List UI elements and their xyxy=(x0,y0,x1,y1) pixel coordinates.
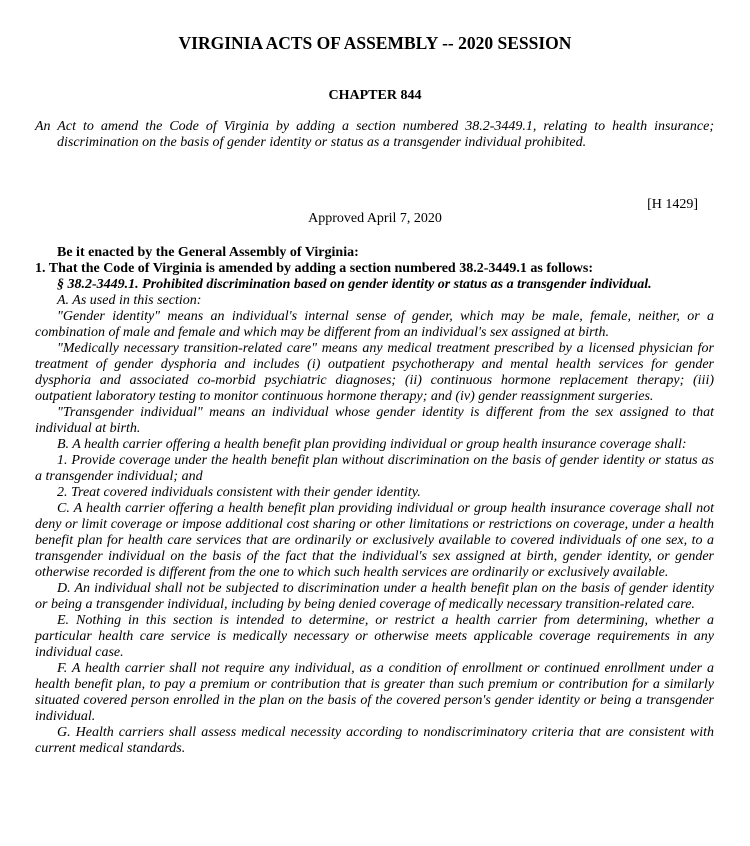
definition-transgender-individual: "Transgender individual" means an individual whose gender identity is different from the sex assigned to that individual at birth. xyxy=(35,405,714,436)
act-body xyxy=(35,245,714,757)
paragraph-d: D. An individual shall not be subjected to discrimination under a health benefit plan on the basis of gender identity or being a transgender individual, including by being denied coverage of medically necessary transition-related care. xyxy=(35,581,714,612)
chapter-number: CHAPTER 844 xyxy=(328,88,422,103)
paragraph-g: G. Health carriers shall assess medical necessity according to nondiscriminatory criteria that are consistent with current medical standards. xyxy=(35,725,714,756)
paragraph-e: E. Nothing in this section is intended to determine, or restrict a health carrier from determining, whether a particular health care service is medically necessary or otherwise meets applicable coverage requirements in any individual case. xyxy=(35,613,714,660)
bill-number: [H 1429] xyxy=(647,197,698,212)
act-purpose: An Act to amend the Code of Virginia by adding a section numbered 38.2-3449.1, relating to health insurance; discrimination on the basis of gender identity or status as a transgender individual prohibited. xyxy=(35,119,714,150)
amend-clause: 1. That the Code of Virginia is amended by adding a section numbered 38.2-3449.1 as follows: xyxy=(35,261,593,276)
paragraph-a-intro: A. As used in this section: xyxy=(57,293,202,308)
definition-gender-identity: "Gender identity" means an individual's internal sense of gender, which may be male, female, neither, or a combination of male and female and which may be different from an individual's sex assigned at birth. xyxy=(35,309,714,340)
paragraph-b-2: 2. Treat covered individuals consistent with their gender identity. xyxy=(57,485,421,500)
definition-transition-care: "Medically necessary transition-related care" means any medical treatment prescribed by a licensed physician for treatment of gender dysphoria and includes (i) outpatient psychotherapy and mental health services for gender dysphoria and associated co-morbid psychiatric diagnoses; (ii) continuous hormone replacement therapy; (iii) outpatient laboratory testing to monitor continuous hormone therapy; and (iv) gender reassignment surgeries. xyxy=(35,341,714,404)
section-heading: § 38.2-3449.1. Prohibited discrimination based on gender identity or status as a transgender individual. xyxy=(57,277,652,292)
paragraph-c: C. A health carrier offering a health benefit plan providing individual or group health insurance coverage shall not deny or limit coverage or impose additional cost sharing or other limitations or restrictions on coverage, under a health benefit plan for health care services that are ordinarily or exclusively available to covered individuals of one sex, to a transgender individual on the basis of the fact that the individual's sex assigned at birth, gender identity, or gender otherwise recorded is different from the one to which such health services are ordinarily or exclusively available. xyxy=(35,501,714,580)
enacting-clause: Be it enacted by the General Assembly of Virginia: xyxy=(57,245,359,260)
paragraph-b: B. A health carrier offering a health benefit plan providing individual or group health insurance coverage shall: xyxy=(57,437,687,452)
document-title: VIRGINIA ACTS OF ASSEMBLY -- 2020 SESSION xyxy=(178,33,572,53)
paragraph-f: F. A health carrier shall not require any individual, as a condition of enrollment or continued enrollment under a health benefit plan, to pay a premium or contribution that is greater than such premium or contribution for a similarly situated covered person enrolled in the plan on the basis of the covered person's gender identity or being a transgender individual. xyxy=(35,661,714,724)
approval-date: Approved April 7, 2020 xyxy=(308,211,442,226)
paragraph-b-1: 1. Provide coverage under the health benefit plan without discrimination on the basis of gender identity or status as a transgender individual; and xyxy=(35,453,714,484)
